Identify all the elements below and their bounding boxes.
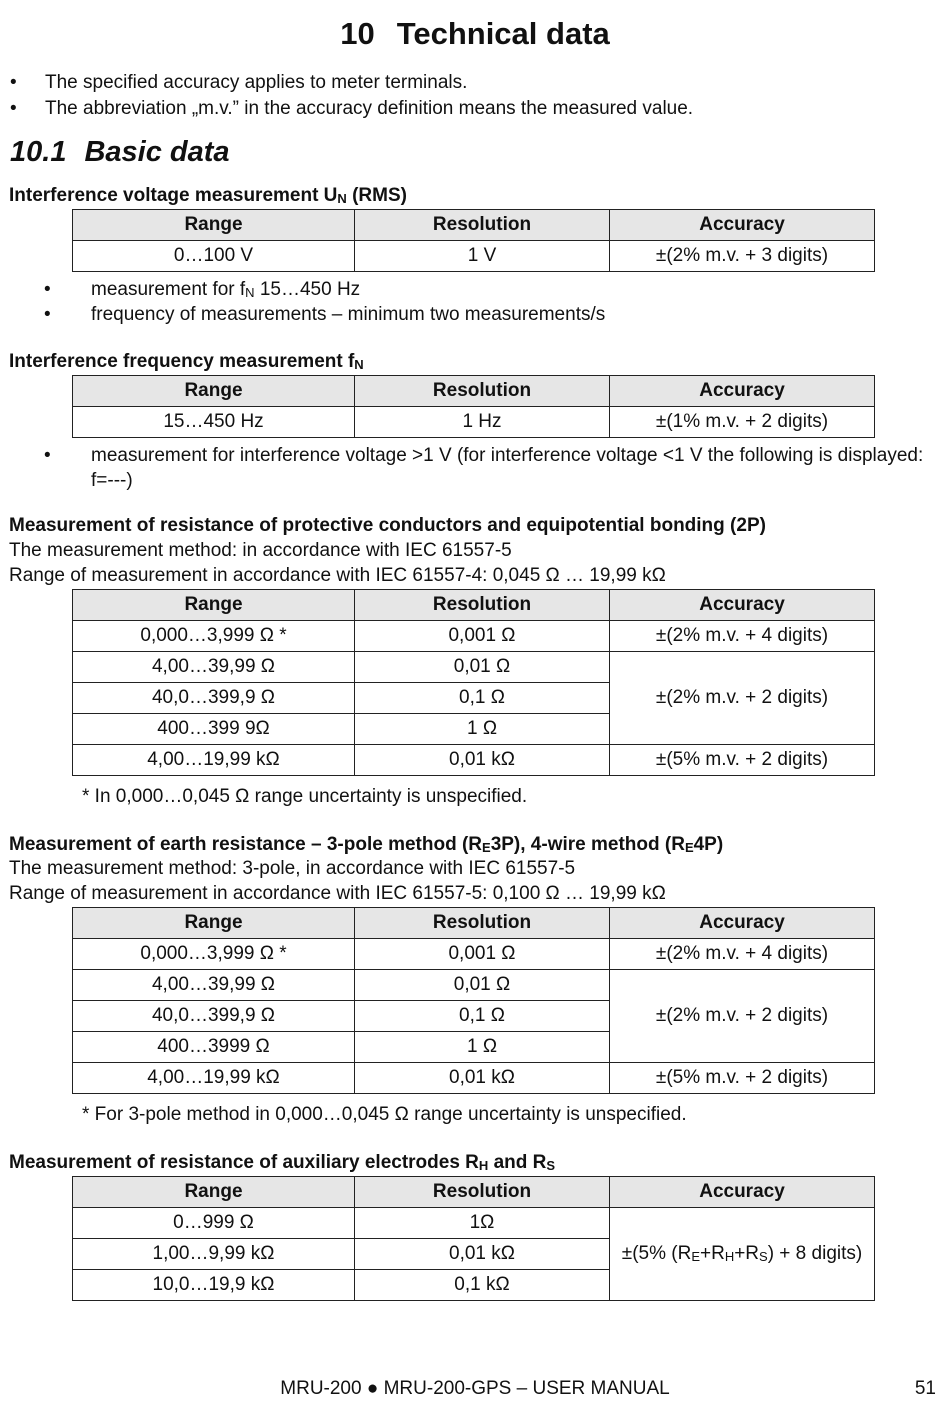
page-number: 51 bbox=[914, 1378, 936, 1399]
page-title bbox=[0, 16, 950, 52]
table-row: 10,0…19,9 kΩ 0,1 kΩ bbox=[73, 1270, 875, 1301]
header-range: Range bbox=[73, 1177, 355, 1208]
title-number: 10 bbox=[340, 16, 375, 51]
s4-range: Range of measurement in accordance with IEC 61557-5: 0,100 Ω … 19,99 kΩ bbox=[9, 883, 666, 904]
table-row: 1,00…9,99 kΩ 0,01 kΩ bbox=[73, 1239, 875, 1270]
s3-table bbox=[72, 589, 875, 776]
header-range: Range bbox=[73, 376, 355, 407]
s3-method: The measurement method: in accordance with IEC 61557-5 bbox=[9, 540, 512, 561]
bullet-icon: • bbox=[44, 445, 51, 466]
bullet-icon: • bbox=[44, 304, 51, 325]
bullet-icon: • bbox=[44, 279, 51, 300]
header-accuracy: Accuracy bbox=[610, 376, 875, 407]
table-row: 0,000…3,999 Ω * 0,001 Ω ±(2% m.v. + 4 digits) bbox=[73, 621, 875, 652]
s5-table bbox=[72, 1176, 875, 1301]
s3-range: Range of measurement in accordance with IEC 61557-4: 0,045 Ω … 19,99 kΩ bbox=[9, 565, 666, 586]
header-accuracy: Accuracy bbox=[610, 908, 875, 939]
header-accuracy: Accuracy bbox=[610, 210, 875, 241]
table-row: 0…100 V 1 V ±(2% m.v. + 3 digits) bbox=[73, 241, 875, 272]
table-row: 40,0…399,9 Ω 0,1 Ω bbox=[73, 683, 875, 714]
intro-bullet-2: • The abbreviation „m.v.” in the accuracy definition means the measured value. bbox=[10, 96, 693, 122]
s5-accuracy: ±(5% (RE+RH+RS) + 8 digits) bbox=[610, 1208, 875, 1301]
table-row: 4,00…19,99 kΩ 0,01 kΩ ±(5% m.v. + 2 digits) bbox=[73, 1063, 875, 1094]
header-accuracy: Accuracy bbox=[610, 1177, 875, 1208]
header-resolution: Resolution bbox=[355, 908, 610, 939]
title-text: Technical data bbox=[396, 16, 610, 51]
header-resolution: Resolution bbox=[355, 376, 610, 407]
s1-bullet-2: • frequency of measurements – minimum two measurements/s bbox=[44, 304, 606, 325]
header-accuracy: Accuracy bbox=[610, 590, 875, 621]
table-row: 4,00…19,99 kΩ 0,01 kΩ ±(5% m.v. + 2 digits) bbox=[73, 745, 875, 776]
table-row: 4,00…39,99 Ω 0,01 Ω ±(2% m.v. + 2 digits) bbox=[73, 970, 875, 1001]
bullet-icon: • bbox=[10, 98, 17, 119]
intro-bullet-1: • The specified accuracy applies to meter terminals. bbox=[10, 70, 467, 96]
s3-title: Measurement of resistance of protective conductors and equipotential bonding (2P) bbox=[9, 515, 766, 536]
s2-bullet: • measurement for interference voltage >1 V (for interference voltage <1 V the following is displayed: f=---) bbox=[44, 445, 924, 491]
table-row: 40,0…399,9 Ω 0,1 Ω bbox=[73, 1001, 875, 1032]
s1-title: Interference voltage measurement UN (RMS) bbox=[9, 185, 407, 206]
s3-note: * In 0,000…0,045 Ω range uncertainty is unspecified. bbox=[82, 786, 528, 807]
s5-title: Measurement of resistance of auxiliary electrodes RH and RS bbox=[9, 1152, 556, 1173]
s4-table bbox=[72, 907, 875, 1094]
table-row: 400…3999 Ω 1 Ω bbox=[73, 1032, 875, 1063]
s4-title: Measurement of earth resistance – 3-pole method (RE3P), 4-wire method (RE4P) bbox=[9, 834, 724, 855]
table-row: 400…399 9Ω 1 Ω bbox=[73, 714, 875, 745]
table-row: 0,000…3,999 Ω * 0,001 Ω ±(2% m.v. + 4 digits) bbox=[73, 939, 875, 970]
header-resolution: Resolution bbox=[355, 1177, 610, 1208]
header-range: Range bbox=[73, 210, 355, 241]
s4-note: * For 3-pole method in 0,000…0,045 Ω range uncertainty is unspecified. bbox=[82, 1104, 687, 1125]
bullet-icon: • bbox=[10, 72, 17, 93]
s2-title: Interference frequency measurement fN bbox=[9, 351, 364, 372]
table-row: 4,00…39,99 Ω 0,01 Ω ±(2% m.v. + 2 digits) bbox=[73, 652, 875, 683]
s2-table bbox=[72, 375, 875, 438]
section-heading: 10.1 Basic data bbox=[10, 136, 230, 168]
s1-bullet-1: • measurement for fN 15…450 Hz bbox=[44, 279, 361, 300]
header-resolution: Resolution bbox=[355, 210, 610, 241]
s4-method: The measurement method: 3-pole, in accordance with IEC 61557-5 bbox=[9, 858, 576, 879]
header-range: Range bbox=[73, 908, 355, 939]
header-range: Range bbox=[73, 590, 355, 621]
table-row: 0…999 Ω 1Ω ±(5% (RE+RH+RS) + 8 digits) bbox=[73, 1208, 875, 1239]
s1-table bbox=[72, 209, 875, 272]
footer-text: MRU-200 ● MRU-200-GPS – USER MANUAL bbox=[280, 1378, 670, 1399]
table-row: 15…450 Hz 1 Hz ±(1% m.v. + 2 digits) bbox=[73, 407, 875, 438]
header-resolution: Resolution bbox=[355, 590, 610, 621]
